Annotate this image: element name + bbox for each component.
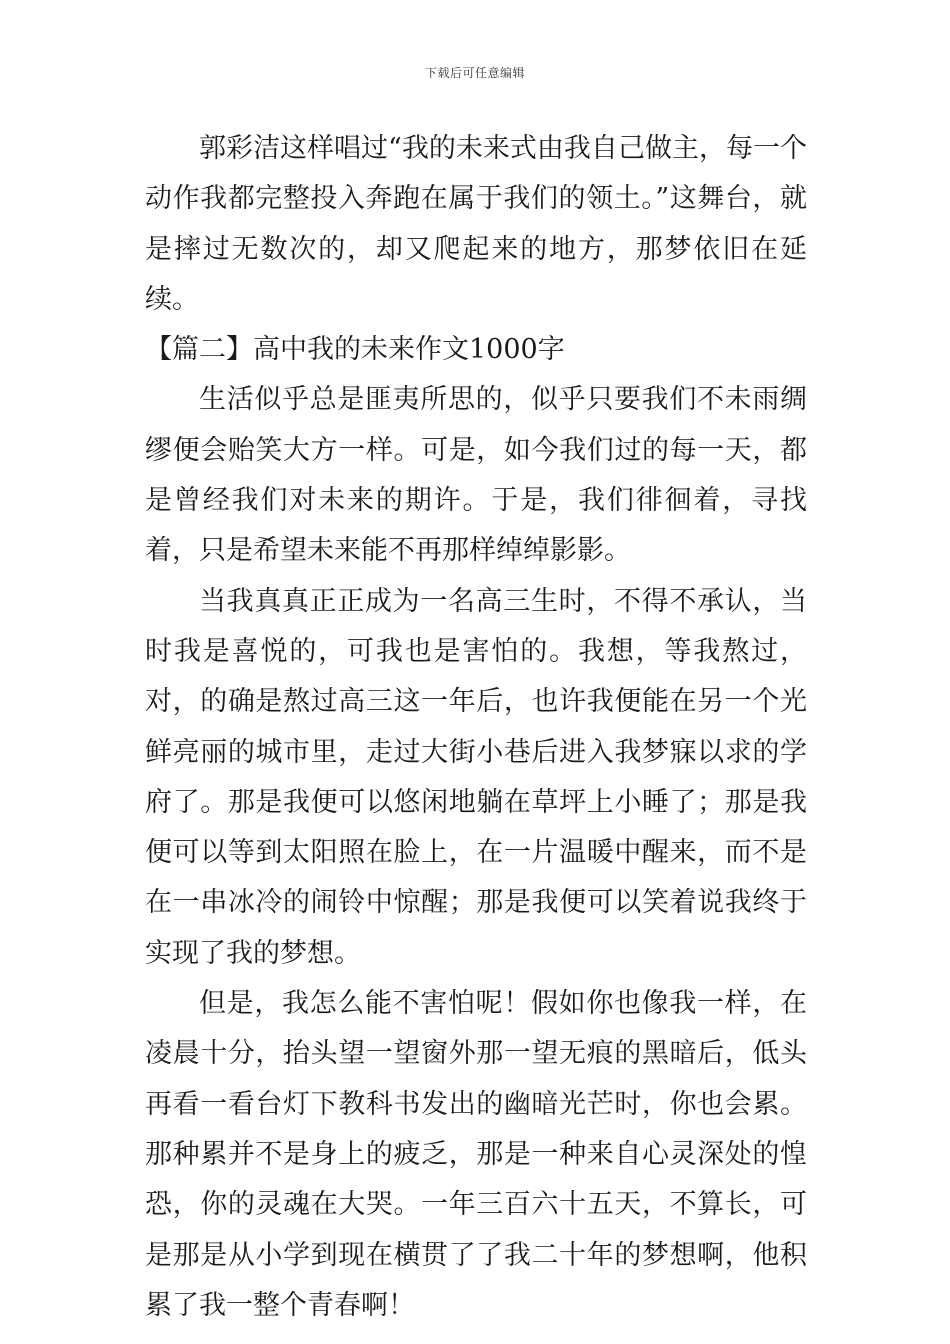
section-title: 【篇二】高中我的未来作文1000字 bbox=[145, 334, 565, 366]
intro-paragraph: 郭彩洁这样唱过“我的未来式由我自己做主，每一个动作我都完整投入奔跑在属于我们的领土。”这舞台，就是摔过无数次的，却又爬起来的地方，那梦依旧在延续。 bbox=[145, 133, 807, 315]
paragraph-2: 当我真真正正成为一名高三生时，不得不承认，当时我是喜悦的，可我也是害怕的。我想，等我熬过，对，的确是熬过高三这一年后，也许我便能在另一个光鲜亮丽的城市里，走过大街小巷后进入我梦寐以求的学府了。那是我便可以悠闲地躺在草坪上小睡了；那是我便可以等到太阳照在脸上，在一片温暖中醒来，而不是在一串冰冷的闹铃中惊醒；那是我便可以笑着说我终于实现了我的梦想。 bbox=[145, 585, 807, 969]
paragraph-1: 生活似乎总是匪夷所思的，似乎只要我们不未雨绸缪便会贻笑大方一样。可是，如今我们过的每一天，都是曾经我们对未来的期许。于是，我们徘徊着，寻找着，只是希望未来能不再那样绰绰影影。 bbox=[145, 384, 807, 567]
document-body bbox=[145, 124, 807, 1331]
paragraph-3: 但是，我怎么能不害怕呢！假如你也像我一样，在凌晨十分，抬头望一望窗外那一望无痕的黑暗后，低头再看一看台灯下教科书发出的幽暗光芒时，你也会累。那种累并不是身上的疲乏，那是一种来自心灵深处的惶恐，你的灵魂在大哭。一年三百六十五天，不算长，可是那是从小学到现在横贯了了我二十年的梦想啊，他积累了我一整个青春啊！ bbox=[145, 988, 807, 1321]
page-header-note: 下载后可任意编辑 bbox=[424, 66, 525, 80]
